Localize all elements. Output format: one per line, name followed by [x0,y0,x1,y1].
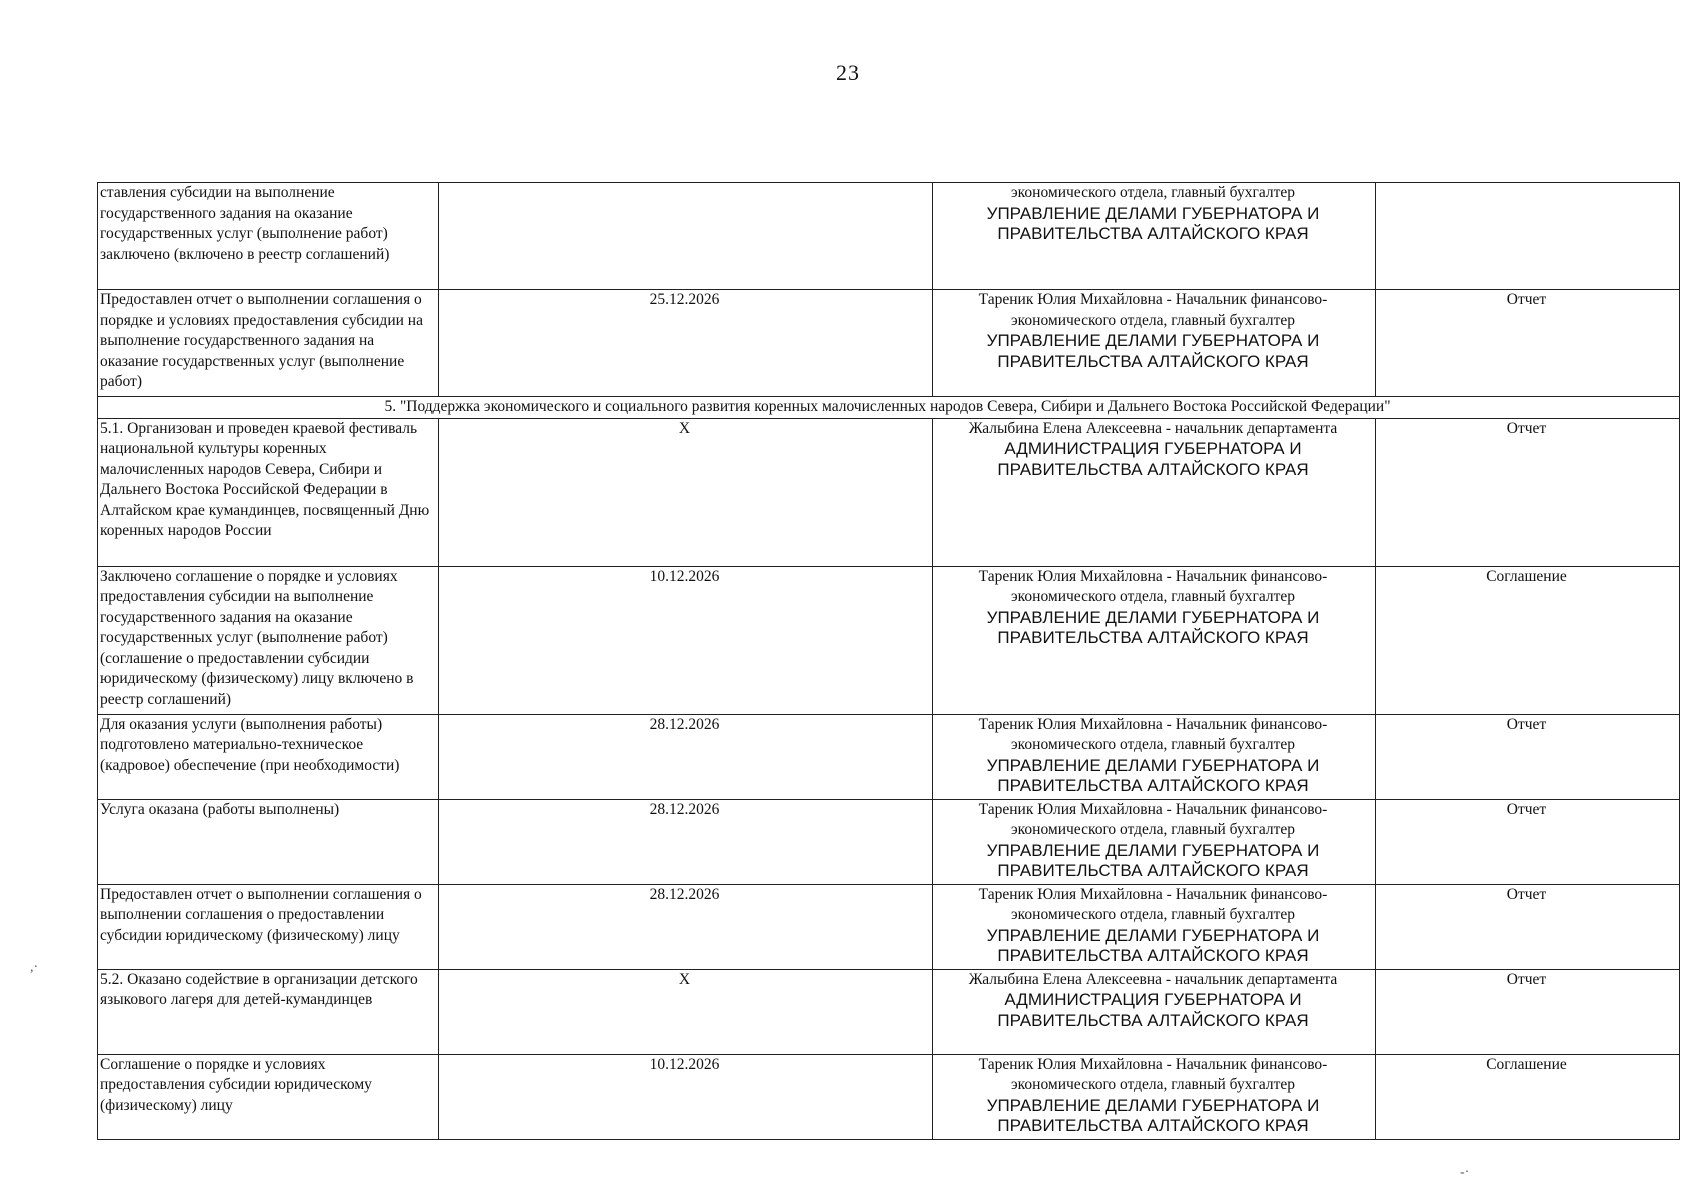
responsible-cell [933,714,1376,799]
responsible-person: Тареник Юлия Михайловна - Начальник финансово-экономического отдела, главный бухгалтер [978,567,1328,605]
responsible-person: Тареник Юлия Михайловна - Начальник финансово-экономического отдела, главный бухгалтер [978,715,1328,753]
responsible-cell [933,566,1376,714]
table-row [98,714,1680,799]
date-cell: X [439,969,933,1054]
task-cell: Заключено соглашение о порядке и условиях предоставления субсидии на выполнение государственного задания на оказание государственных услуг (выполнение работ) (соглашение о предоставлении субсидии юридическому (физическому) лицу включено в реестр соглашений) [98,566,439,714]
page-number: 23 [836,60,860,85]
date-cell [439,183,933,290]
responsible-organization: УПРАВЛЕНИЕ ДЕЛАМИ ГУБЕРНАТОРА И ПРАВИТЕЛЬСТВА АЛТАЙСКОГО КРАЯ [986,203,1320,243]
document-cell [1376,183,1680,290]
scan-speck: ,· [30,960,39,975]
table-row [98,1054,1680,1139]
date-cell: 10.12.2026 [439,1054,933,1139]
responsible-organization: УПРАВЛЕНИЕ ДЕЛАМИ ГУБЕРНАТОРА И ПРАВИТЕЛЬСТВА АЛТАЙСКОГО КРАЯ [986,755,1320,795]
responsible-cell [933,799,1376,884]
responsible-organization: УПРАВЛЕНИЕ ДЕЛАМИ ГУБЕРНАТОРА И ПРАВИТЕЛЬСТВА АЛТАЙСКОГО КРАЯ [986,607,1320,647]
responsible-cell [933,884,1376,969]
document-cell: Отчет [1376,290,1680,397]
responsible-cell [933,969,1376,1054]
responsible-organization: УПРАВЛЕНИЕ ДЕЛАМИ ГУБЕРНАТОРА И ПРАВИТЕЛЬСТВА АЛТАЙСКОГО КРАЯ [986,840,1320,880]
table-row [98,969,1680,1054]
responsible-person: Тареник Юлия Михайловна - Начальник финансово-экономического отдела, главный бухгалтер [978,291,1328,329]
date-cell: 28.12.2026 [439,714,933,799]
task-cell: Услуга оказана (работы выполнены) [98,799,439,884]
responsible-person: экономического отдела, главный бухгалтер [1011,184,1295,201]
table-row [98,799,1680,884]
date-cell: 28.12.2026 [439,799,933,884]
document-cell: Соглашение [1376,1054,1680,1139]
date-cell: 10.12.2026 [439,566,933,714]
responsible-organization: АДМИНИСТРАЦИЯ ГУБЕРНАТОРА И ПРАВИТЕЛЬСТВА АЛТАЙСКОГО КРАЯ [997,439,1309,479]
plan-table [97,182,1680,1140]
responsible-organization: УПРАВЛЕНИЕ ДЕЛАМИ ГУБЕРНАТОРА И ПРАВИТЕЛЬСТВА АЛТАЙСКОГО КРАЯ [986,925,1320,965]
responsible-cell [933,418,1376,566]
responsible-person: Тареник Юлия Михайловна - Начальник финансово-экономического отдела, главный бухгалтер [978,1055,1328,1093]
responsible-organization: УПРАВЛЕНИЕ ДЕЛАМИ ГУБЕРНАТОРА И ПРАВИТЕЛЬСТВА АЛТАЙСКОГО КРАЯ [986,331,1320,371]
table-row [98,183,1680,290]
task-cell: Соглашение о порядке и условиях предоставления субсидии юридическому (физическому) лицу [98,1054,439,1139]
date-cell: 25.12.2026 [439,290,933,397]
responsible-cell [933,183,1376,290]
responsible-person: Тареник Юлия Михайловна - Начальник финансово-экономического отдела, главный бухгалтер [978,885,1328,923]
responsible-organization: УПРАВЛЕНИЕ ДЕЛАМИ ГУБЕРНАТОРА И ПРАВИТЕЛЬСТВА АЛТАЙСКОГО КРАЯ [986,1095,1320,1135]
task-cell: Для оказания услуги (выполнения работы) подготовлено материально-техническое (кадровое) обеспечение (при необходимости) [98,714,439,799]
task-cell: Предоставлен отчет о выполнении соглашения о порядке и условиях предоставления субсидии на выполнение государственного задания на оказание государственных услуг (выполнение работ) [98,290,439,397]
document-cell: Отчет [1376,799,1680,884]
document-cell: Отчет [1376,418,1680,566]
responsible-person: Жалыбина Елена Алексеевна - начальник департамента [968,419,1338,437]
task-cell: 5.2. Оказано содействие в организации детского языкового лагеря для детей-кумандинцев [98,969,439,1054]
document-cell: Отчет [1376,969,1680,1054]
section-title: 5. "Поддержка экономического и социального развития коренных малочисленных народов Севера, Сибири и Дальнего Востока Российской Федерации" [98,397,1680,419]
task-cell: ставления субсидии на выполнение государственного задания на оказание государственных услуг (выполнение работ) заключено (включено в реестр соглашений) [98,183,439,290]
table-row [98,418,1680,566]
responsible-cell [933,1054,1376,1139]
responsible-person: Жалыбина Елена Алексеевна - начальник департамента [968,970,1338,988]
date-cell: X [439,418,933,566]
table-row [98,884,1680,969]
table-row [98,290,1680,397]
document-cell: Отчет [1376,714,1680,799]
scan-speck: -· [1460,1165,1470,1180]
task-cell: Предоставлен отчет о выполнении соглашения о выполнении соглашения о предоставлении субсидии юридическому (физическому) лицу [98,884,439,969]
document-cell: Соглашение [1376,566,1680,714]
table-row [98,566,1680,714]
responsible-cell [933,290,1376,397]
task-cell: 5.1. Организован и проведен краевой фестиваль национальной культуры коренных малочисленных народов Севера, Сибири и Дальнего Востока Российской Федерации в Алтайском крае кумандинцев, посвященный Дню коренных народов России [98,418,439,566]
document-cell: Отчет [1376,884,1680,969]
section-row [98,397,1680,419]
responsible-person: Тареник Юлия Михайловна - Начальник финансово-экономического отдела, главный бухгалтер [978,800,1328,838]
date-cell: 28.12.2026 [439,884,933,969]
responsible-organization: АДМИНИСТРАЦИЯ ГУБЕРНАТОРА И ПРАВИТЕЛЬСТВА АЛТАЙСКОГО КРАЯ [997,990,1309,1030]
